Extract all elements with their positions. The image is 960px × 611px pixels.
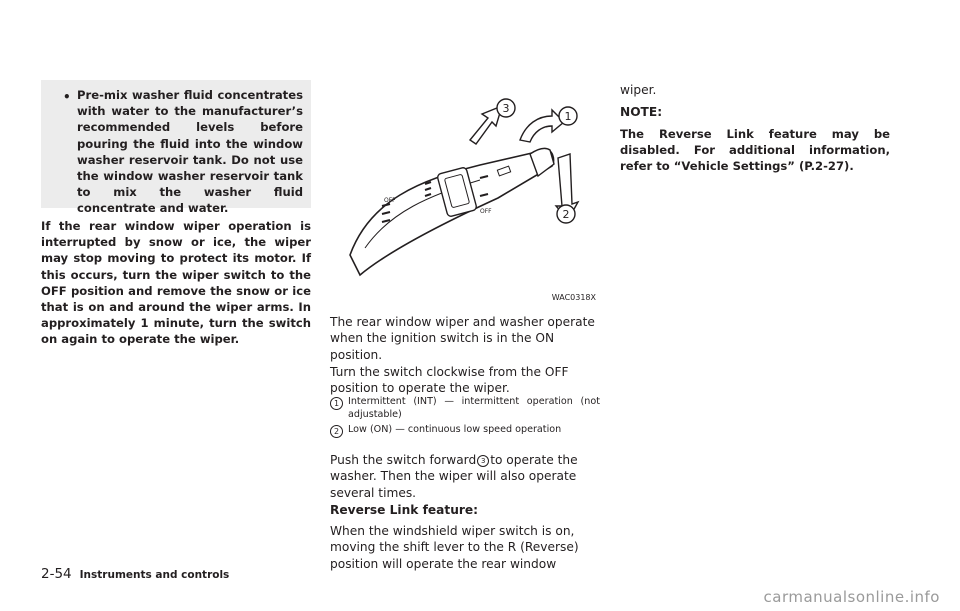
note-paragraph: The Reverse Link feature may be disabled. For additional information, refer to “Vehicle Settings” (P.2-27). bbox=[620, 127, 890, 174]
inline-number-icon: 3 bbox=[477, 455, 489, 467]
page-number: 2-54 bbox=[41, 566, 72, 582]
off-mark-right: OFF bbox=[480, 208, 492, 215]
figure-id: WAC0318X bbox=[551, 293, 596, 302]
svg-text:1: 1 bbox=[564, 110, 572, 123]
section-title: Instruments and controls bbox=[79, 569, 230, 581]
note-heading: NOTE: bbox=[620, 105, 663, 119]
item-number-icon: 2 bbox=[330, 425, 343, 438]
wiper-switch-figure bbox=[330, 80, 600, 306]
intro-paragraph: The rear window wiper and washer operate when the ignition switch is in the ON position. bbox=[330, 315, 595, 362]
turn-paragraph: Turn the switch clockwise from the OFF position to operate the wiper. bbox=[330, 365, 569, 396]
snow-ice-paragraph: If the rear window wiper operation is interrupted by snow or ice, the wiper may stop moving to protect its motor. If this occurs, turn the wiper switch to the OFF position and remove the snow or ice that is on and around the wiper arms. In approximately 1 minute, turn the switch on again to operate the wiper. bbox=[41, 219, 311, 347]
svg-text:2: 2 bbox=[562, 208, 570, 221]
item-text: Intermittent (INT) — intermittent operation (not adjustable) bbox=[348, 396, 600, 420]
wiper-switch-illustration bbox=[330, 80, 600, 306]
item-number-icon: 1 bbox=[330, 397, 343, 410]
note-bullet: • bbox=[63, 90, 71, 104]
page-footer bbox=[41, 566, 229, 582]
reverse-link-paragraph: When the windshield wiper switch is on, moving the shift lever to the R (Reverse) position will operate the rear window bbox=[330, 524, 579, 571]
push-text-before: Push the switch forward bbox=[330, 453, 477, 467]
svg-text:3: 3 bbox=[502, 102, 510, 115]
reverse-link-heading: Reverse Link feature: bbox=[330, 503, 479, 517]
item-text: Low (ON) — continuous low speed operation bbox=[348, 424, 562, 435]
push-paragraph bbox=[330, 452, 600, 501]
watermark: carmanualsonline.info bbox=[763, 588, 940, 606]
continuation-text: wiper. bbox=[620, 83, 657, 97]
push-text-after: to operate the washer. Then the wiper will also operate several times. bbox=[330, 453, 578, 500]
off-mark-left: OFF bbox=[384, 197, 396, 204]
note-text: Pre-mix washer fluid concentrates with water to the manufacturer’s recommended levels before pouring the fluid into the window washer reservoir tank. Do not use the window washer reservoir tank to mix the washer fluid concentrate and water. bbox=[77, 88, 303, 216]
